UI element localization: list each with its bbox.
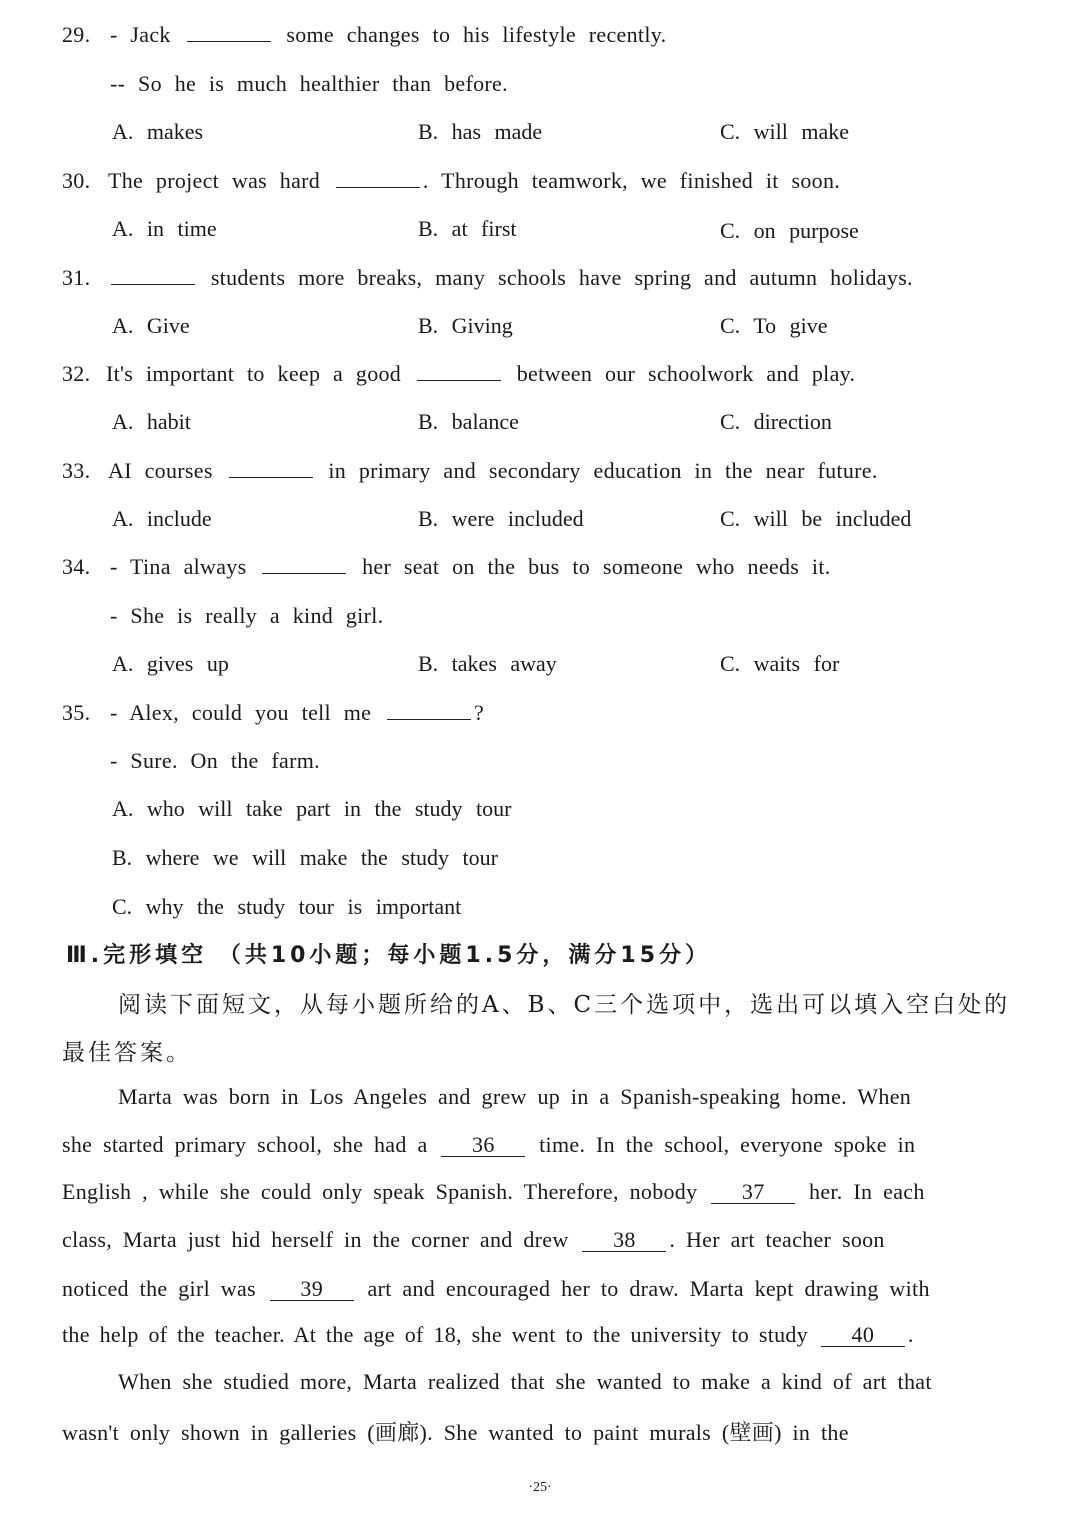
- passage-line-3-post: her. In each: [809, 1179, 925, 1204]
- q33-stem: [108, 458, 878, 484]
- q29-option-b: B. has made: [418, 119, 543, 144]
- passage-line-2: [62, 1132, 915, 1158]
- q34-number: 34.: [62, 554, 91, 579]
- passage-line-4-post: . Her art teacher soon: [669, 1227, 885, 1252]
- q34-stem-post: her seat on the bus to someone who needs it.: [362, 554, 831, 579]
- q34-option-b: B. takes away: [418, 651, 557, 676]
- passage-line-2-pre: she started primary school, she had a: [62, 1132, 428, 1157]
- q32-stem: [106, 361, 855, 387]
- q29-stem-post: some changes to his lifestyle recently.: [286, 22, 667, 47]
- q29-number: 29.: [62, 22, 91, 47]
- q34-blank: [262, 555, 346, 574]
- section-heading: Ⅲ.完形填空 （共10小题；每小题1.5分，满分15分）: [66, 943, 712, 968]
- q33-option-c: C. will be included: [720, 506, 912, 531]
- q31-stem: [108, 265, 913, 291]
- q33-option-b: B. were included: [418, 506, 584, 531]
- q35-stem-pre: - Alex, could you tell me: [110, 700, 372, 725]
- passage-line-4: [62, 1227, 885, 1253]
- blank-40: 40: [821, 1324, 905, 1347]
- q35-option-c: C. why the study tour is important: [112, 894, 462, 919]
- q30-number: 30.: [62, 168, 91, 193]
- q35-option-a: A. who will take part in the study tour: [112, 796, 512, 821]
- passage-line-4-pre: class, Marta just hid herself in the corner and drew: [62, 1227, 569, 1252]
- q32-stem-post: between our schoolwork and play.: [516, 361, 856, 386]
- passage-line-2-post: time. In the school, everyone spoke in: [539, 1132, 916, 1157]
- q30-option-c: C. on purpose: [720, 218, 859, 243]
- q31-option-a: A. Give: [112, 313, 190, 338]
- q33-stem-pre: AI courses: [108, 458, 213, 483]
- q32-number: 32.: [62, 361, 91, 386]
- q31-option-c: C. To give: [720, 313, 828, 338]
- q30-blank: [336, 169, 420, 188]
- q35-stem: [110, 700, 484, 726]
- q33-stem-post: in primary and secondary education in the near future.: [328, 458, 878, 483]
- q35-stem-post: ?: [474, 700, 485, 725]
- section-instruction-line2: 最佳答案。: [62, 1040, 192, 1066]
- passage-line-7: When she studied more, Marta realized that she wanted to make a kind of art that: [118, 1369, 932, 1394]
- q31-number: 31.: [62, 265, 91, 290]
- passage-line-6: [62, 1322, 914, 1348]
- passage-line-5-pre: noticed the girl was: [62, 1276, 256, 1301]
- q32-stem-pre: It's important to keep a good: [106, 361, 402, 386]
- q30-stem: [108, 168, 840, 194]
- q29-stem-pre: - Jack: [110, 22, 171, 47]
- q29-option-c: C. will make: [720, 119, 850, 144]
- q31-blank: [111, 266, 195, 285]
- section-instruction-line1: 阅读下面短文，从每小题所给的A、B、C三个选项中，选出可以填入空白处的: [118, 992, 1011, 1018]
- q32-option-a: A. habit: [112, 409, 191, 434]
- blank-39: 39: [270, 1278, 354, 1301]
- q35-response: - Sure. On the farm.: [110, 748, 320, 773]
- q33-blank: [229, 459, 313, 478]
- q33-number: 33.: [62, 458, 91, 483]
- passage-line-6-post: .: [907, 1322, 914, 1347]
- passage-line-5: [62, 1276, 930, 1302]
- q35-number: 35.: [62, 700, 91, 725]
- q34-option-c: C. waits for: [720, 651, 840, 676]
- blank-37: 37: [711, 1181, 795, 1204]
- q29-stem: [110, 22, 666, 48]
- q30-stem-pre: The project was hard: [108, 168, 321, 193]
- passage-line-3-pre: English , while she could only speak Spanish. Therefore, nobody: [62, 1179, 698, 1204]
- q34-response: - She is really a kind girl.: [110, 603, 384, 628]
- q31-stem-post: students more breaks, many schools have spring and autumn holidays.: [210, 265, 913, 290]
- passage-line-6-pre: the help of the teacher. At the age of 18, she went to the university to study: [62, 1322, 809, 1347]
- q30-option-a: A. in time: [112, 216, 217, 241]
- q29-response: -- So he is much healthier than before.: [110, 71, 508, 96]
- q32-option-b: B. balance: [418, 409, 519, 434]
- q30-stem-post: . Through teamwork, we finished it soon.: [422, 168, 841, 193]
- blank-38: 38: [582, 1229, 666, 1252]
- passage-line-5-post: art and encouraged her to draw. Marta kept drawing with: [367, 1276, 930, 1301]
- q29-blank: [187, 23, 271, 42]
- page-number: ·25·: [528, 1480, 552, 1495]
- q33-option-a: A. include: [112, 506, 212, 531]
- q35-blank: [387, 701, 471, 720]
- blank-36: 36: [441, 1134, 525, 1157]
- q34-option-a: A. gives up: [112, 651, 229, 676]
- q34-stem-pre: - Tina always: [110, 554, 247, 579]
- q35-option-b: B. where we will make the study tour: [112, 845, 498, 870]
- passage-line-1: Marta was born in Los Angeles and grew up in a Spanish-speaking home. When: [118, 1084, 912, 1109]
- q29-option-a: A. makes: [112, 119, 204, 144]
- q34-stem: [110, 554, 831, 580]
- q32-option-c: C. direction: [720, 409, 832, 434]
- passage-line-3: [62, 1179, 925, 1205]
- passage-line-8: wasn't only shown in galleries (画廊). She wanted to paint murals (壁画) in the: [62, 1420, 849, 1445]
- q30-option-b: B. at first: [418, 216, 517, 241]
- q31-option-b: B. Giving: [418, 313, 513, 338]
- q32-blank: [417, 362, 501, 381]
